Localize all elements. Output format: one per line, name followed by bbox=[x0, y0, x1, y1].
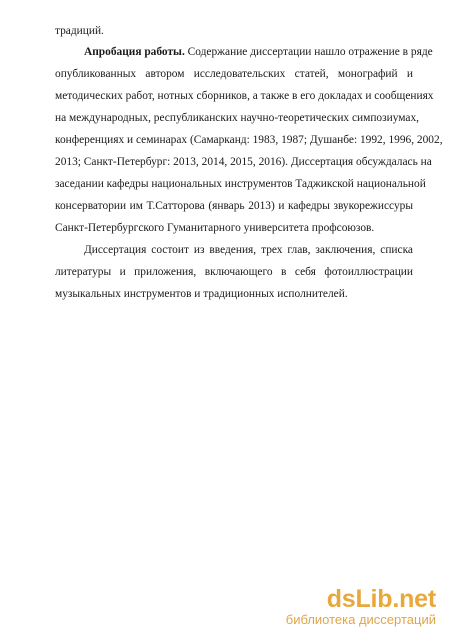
text-line: заседании кафедры национальных инструментов Таджикской национальной bbox=[55, 178, 426, 190]
text-line: конференциях и семинарах (Самарканд: 1983, 1987; Душанбе: 1992, 1996, 2002, bbox=[55, 134, 443, 146]
text-line: на международных, республиканских научно-теоретических симпозиумах, bbox=[55, 112, 419, 124]
section-heading-approbation: Апробация работы. bbox=[84, 46, 185, 58]
text-line: Санкт-Петербургского Гуманитарного университета профсоюзов. bbox=[55, 222, 375, 234]
text-line: Диссертация состоит из введения, трех глав, заключения, списка bbox=[84, 244, 413, 256]
text-line: традиций. bbox=[55, 25, 104, 37]
text-line: опубликованных автором исследовательских статей, монографий и bbox=[55, 68, 413, 80]
text-line: литературы и приложения, включающего в себя фотоиллюстрации bbox=[55, 266, 413, 278]
dslib-watermark bbox=[276, 586, 436, 627]
dslib-logo: dsLib.net bbox=[326, 585, 436, 613]
text-line: Содержание диссертации нашло отражение в ряде bbox=[187, 46, 433, 58]
text-line: музыкальных инструментов и традиционных исполнителей. bbox=[55, 288, 348, 300]
text-line: консерватории им Т.Сатторова (январь 2013) и кафедры звукорежиссуры bbox=[55, 200, 413, 212]
text-line-approbation bbox=[84, 45, 433, 59]
text-line: методических работ, нотных сборников, а также в его докладах и сообщениях bbox=[55, 90, 434, 102]
dslib-tagline: библиотека диссертаций bbox=[285, 612, 436, 627]
text-line: 2013; Санкт-Петербург: 2013, 2014, 2015, 2016). Диссертация обсуждалась на bbox=[55, 156, 432, 168]
